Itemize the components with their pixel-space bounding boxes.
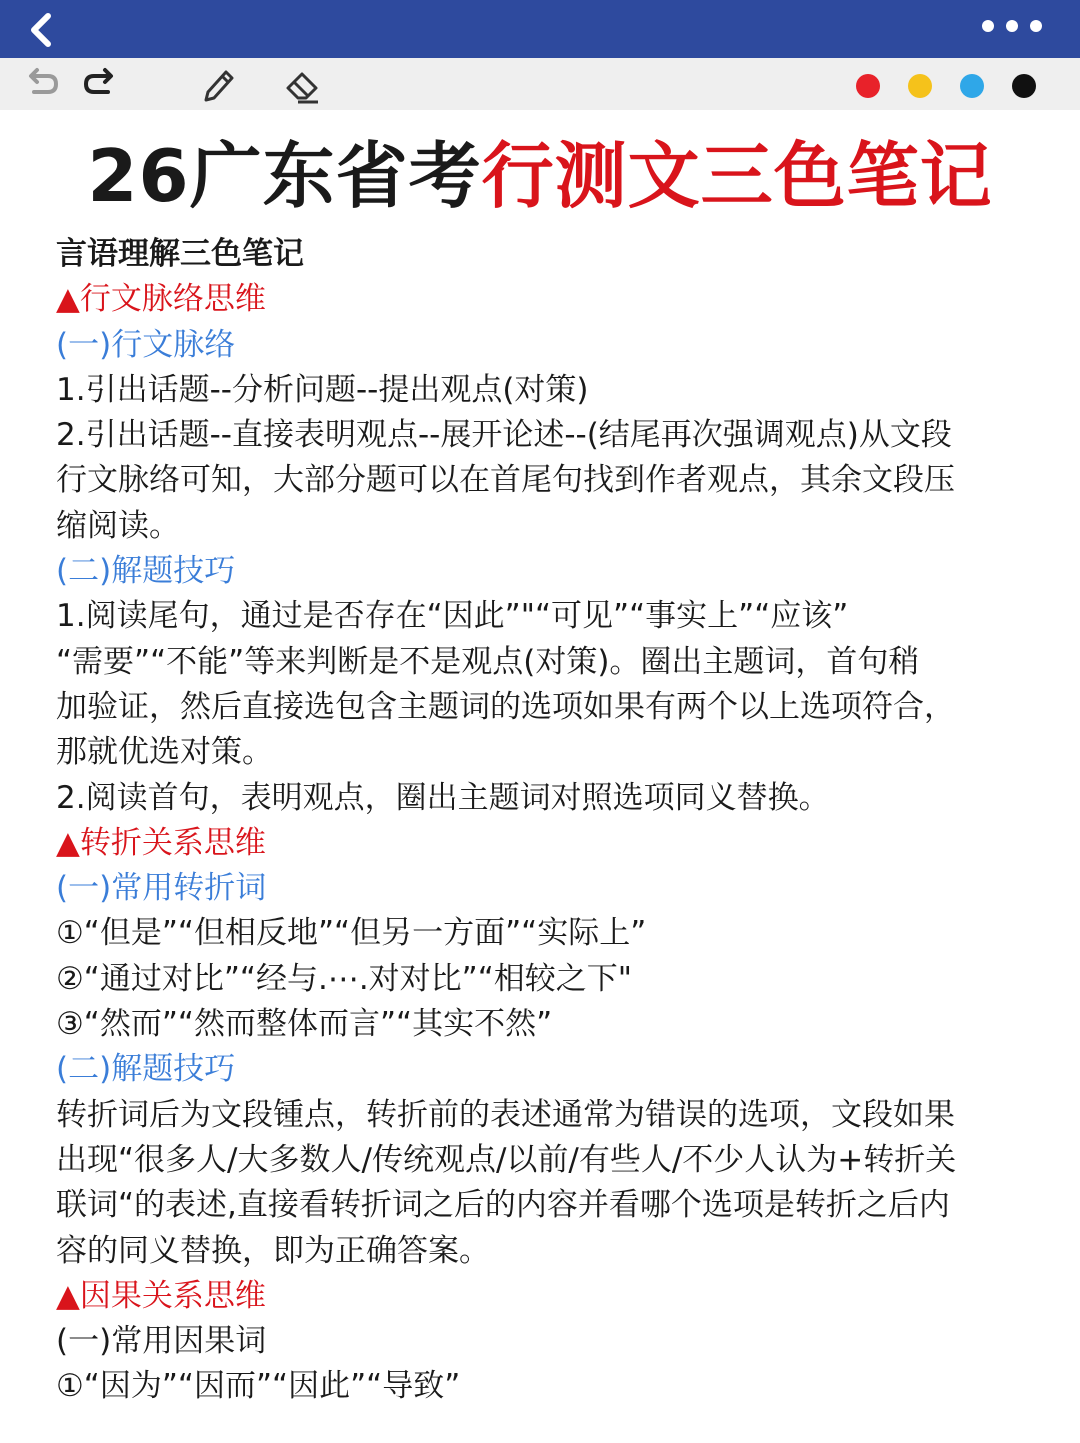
note-line: 那就优选对策。 xyxy=(56,734,273,771)
note-line: (一)常用因果词 xyxy=(56,1323,267,1360)
note-heading: 言语理解三色笔记 xyxy=(56,236,304,272)
section-heading: ▲行文脉络思维 xyxy=(56,281,266,318)
redo-icon[interactable] xyxy=(80,66,120,102)
note-line: ①“但是”“但相反地”“但另一方面”“实际上” xyxy=(56,915,647,952)
note-line: 缩阅读。 xyxy=(56,507,180,544)
note-line: 出现“很多人/大多数人/传统观点/以前/有些人/不少人认为+转折关 xyxy=(56,1141,957,1178)
note-line: 1.阅读尾句，通过是否存在“因此”"“可见”“事实上”“应该” xyxy=(56,598,849,635)
note-line: 加验证，然后直接选包含主题词的选项如果有两个以上选项符合， xyxy=(56,688,955,725)
back-arrow-icon[interactable] xyxy=(22,10,62,50)
note-content xyxy=(56,232,1036,1410)
red-color-swatch[interactable] xyxy=(856,74,880,98)
note-line: 转折词后为文段锺点，转折前的表述通常为错误的选项，文段如果 xyxy=(56,1096,955,1133)
title-black-part: 26广东省考 xyxy=(87,134,482,218)
subsection-heading: (一)常用转折词 xyxy=(56,870,267,907)
blue-color-swatch[interactable] xyxy=(960,74,984,98)
note-line: ①“因为”“因而”“因此”“导致” xyxy=(56,1368,461,1405)
title-red-part: 行测文三色笔记 xyxy=(481,134,993,218)
note-line: ②“通过对比”“经与.⋯.对对比”“相较之下" xyxy=(56,960,633,997)
undo-icon[interactable] xyxy=(22,66,62,102)
eraser-icon[interactable] xyxy=(282,66,322,102)
page-title xyxy=(0,128,1080,224)
note-line: 2.引出话题--直接表明观点--展开论述--(结尾再次强调观点)从文段 xyxy=(56,417,952,454)
section-heading: ▲转折关系思维 xyxy=(56,824,266,861)
note-line: “需要”“不能”等来判断是不是观点(对策)。圈出主题词，首句稍 xyxy=(56,643,920,680)
subsection-heading: (二)解题技巧 xyxy=(56,1051,236,1088)
black-color-swatch[interactable] xyxy=(1012,74,1036,98)
note-line: ③“然而”“然而整体而言”“其实不然” xyxy=(56,1006,553,1043)
note-line: 1.引出话题--分析问题--提出观点(对策) xyxy=(56,371,589,408)
more-options-icon[interactable] xyxy=(982,20,1042,36)
note-line: 容的同义替换，即为正确答案。 xyxy=(56,1232,490,1269)
note-line: 联词“的表述,直接看转折词之后的内容并看哪个选项是转折之后内 xyxy=(56,1187,950,1224)
subsection-heading: (一)行文脉络 xyxy=(56,326,236,363)
top-nav-bar xyxy=(0,0,1080,58)
note-line: 2.阅读首句，表明观点，圈出主题词对照选项同义替换。 xyxy=(56,779,830,816)
subsection-heading: (二)解题技巧 xyxy=(56,553,236,590)
pencil-icon[interactable] xyxy=(198,66,238,102)
section-heading: ▲因果关系思维 xyxy=(56,1277,266,1314)
yellow-color-swatch[interactable] xyxy=(908,74,932,98)
note-line: 行文脉络可知，大部分题可以在首尾句找到作者观点，其余文段压 xyxy=(56,462,955,499)
